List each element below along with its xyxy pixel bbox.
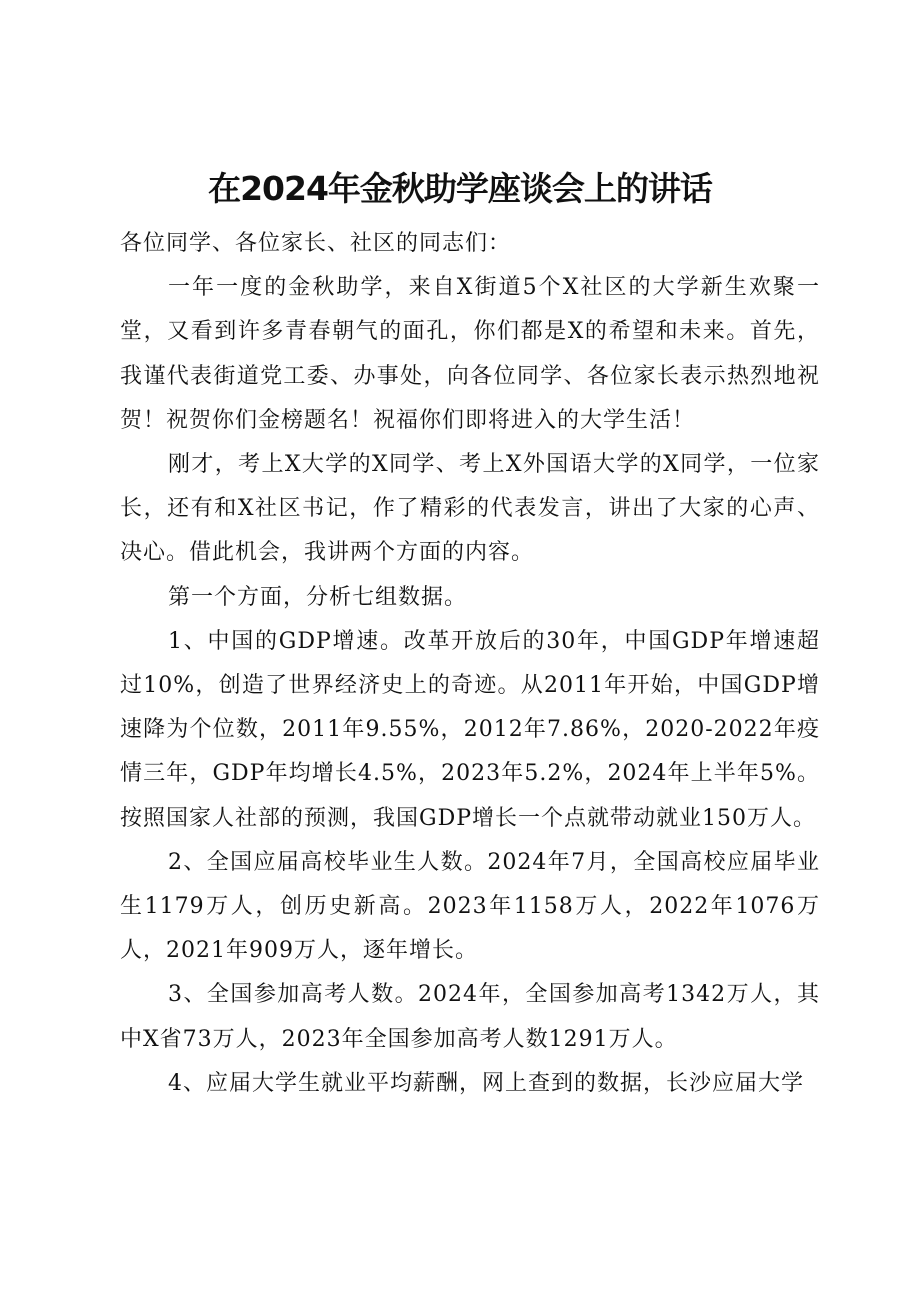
paragraph-gdp-growth: 1、中国的GDP增速。改革开放后的30年，中国GDP年增速超过10%，创造了世界经济史上的奇迹。从2011年开始，中国GDP增速降为个位数，2011年9.55%，2012年7.86%，2020-2022年疫情三年，GDP年均增长4.5%，2023年5.2%，2024年上半年5%。按照国家人社部的预测，我国GDP增长一个点就带动就业150万人。 xyxy=(120,628,820,831)
paragraph-section-one-heading: 第一个方面，分析七组数据。 xyxy=(168,584,468,610)
paragraph-speakers: 刚才，考上X大学的X同学、考上X外国语大学的X同学，一位家长，还有和X社区书记，作了精彩的代表发言，讲出了大家的心声、决心。借此机会，我讲两个方面的内容。 xyxy=(120,452,820,566)
salutation: 各位同学、各位家长、社区的同志们： xyxy=(120,231,512,256)
document-title: 在2024年金秋助学座谈会上的讲话 xyxy=(208,169,712,208)
paragraph-graduates: 2、全国应届高校毕业生人数。2024年7月，全国高校应届毕业生1179万人，创历史新高。2023年1158万人，2022年1076万人，2021年909万人，逐年增长。 xyxy=(120,849,820,964)
paragraph-opening: 一年一度的金秋助学，来自X街道5个X社区的大学新生欢聚一堂，又看到许多青春朝气的面孔，你们都是X的希望和未来。首先，我谨代表街道党工委、办事处，向各位同学、各位家长表示热烈地祝贺！祝贺你们金榜题名！祝福你们即将进入的大学生活！ xyxy=(120,275,820,433)
document-body xyxy=(120,222,820,1106)
paragraph-gaokao: 3、全国参加高考人数。2024年，全国参加高考1342万人，其中X省73万人，2023年全国参加高考人数1291万人。 xyxy=(120,982,820,1052)
paragraph-salary: 4、应届大学生就业平均薪酬，网上查到的数据，长沙应届大学 xyxy=(168,1070,804,1096)
